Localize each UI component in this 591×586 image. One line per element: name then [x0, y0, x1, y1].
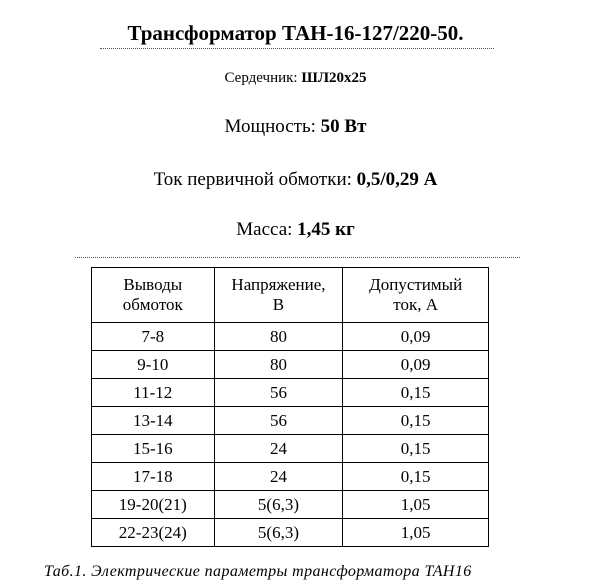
- cell-current: 0,09: [343, 323, 489, 351]
- document-title: Трансформатор ТАН-16-127/220-50.: [127, 21, 464, 45]
- cell-voltage: 56: [214, 407, 343, 435]
- cell-voltage: 5(6,3): [214, 519, 343, 547]
- table-row: [92, 491, 489, 519]
- header-voltage-line2: В: [272, 295, 285, 314]
- cell-terminals: 9-10: [92, 351, 215, 379]
- cell-voltage: 24: [214, 435, 343, 463]
- table-row: [92, 379, 489, 407]
- cell-voltage: 24: [214, 463, 343, 491]
- param-mass: [0, 218, 591, 242]
- table-row: [92, 519, 489, 547]
- cell-voltage: 80: [214, 351, 343, 379]
- header-terminals-line2: обмоток: [122, 295, 183, 314]
- table-row: [92, 435, 489, 463]
- table-row: [92, 407, 489, 435]
- header-current-line2: ток, А: [393, 295, 439, 314]
- cell-terminals: 11-12: [92, 379, 215, 407]
- param-power-value: 50 Вт: [320, 116, 367, 137]
- param-primary-current-label: Ток первичной обмотки:: [153, 169, 357, 190]
- param-mass-label: Масса:: [236, 219, 298, 240]
- param-primary-current-value: 0,5/0,29 А: [356, 169, 438, 190]
- table-row: [92, 323, 489, 351]
- cell-voltage: 80: [214, 323, 343, 351]
- cell-terminals: 22-23(24): [92, 519, 215, 547]
- cell-terminals: 7-8: [92, 323, 215, 351]
- cell-voltage: 56: [214, 379, 343, 407]
- cell-current: 0,15: [343, 407, 489, 435]
- param-core: [0, 68, 591, 88]
- table-row: [92, 463, 489, 491]
- param-core-value: ШЛ20х25: [301, 70, 367, 86]
- param-primary-current: [0, 168, 591, 192]
- header-current: [343, 268, 489, 323]
- param-power-label: Мощность:: [224, 116, 321, 137]
- cell-terminals: 19-20(21): [92, 491, 215, 519]
- cell-current: 0,15: [343, 379, 489, 407]
- table-header-row: [92, 268, 489, 323]
- cell-voltage: 5(6,3): [214, 491, 343, 519]
- cell-current: 1,05: [343, 519, 489, 547]
- cell-current: 0,15: [343, 435, 489, 463]
- param-core-label: Сердечник:: [224, 70, 302, 86]
- windings-table: [91, 267, 489, 547]
- header-current-line1: Допустимый: [369, 275, 463, 294]
- header-terminals: [92, 268, 215, 323]
- header-voltage: [214, 268, 343, 323]
- cell-current: 0,09: [343, 351, 489, 379]
- table-caption: Таб.1. Электрические параметры трансформатора ТАН16: [44, 563, 472, 580]
- param-mass-value: 1,45 кг: [297, 219, 355, 240]
- param-power: [0, 115, 591, 139]
- params-divider: [75, 257, 520, 258]
- cell-current: 1,05: [343, 491, 489, 519]
- cell-current: 0,15: [343, 463, 489, 491]
- header-terminals-line1: Выводы: [123, 275, 183, 294]
- table-row: [92, 351, 489, 379]
- cell-terminals: 13-14: [92, 407, 215, 435]
- title-divider: [100, 48, 494, 49]
- header-voltage-line1: Напряжение,: [231, 275, 326, 294]
- cell-terminals: 15-16: [92, 435, 215, 463]
- cell-terminals: 17-18: [92, 463, 215, 491]
